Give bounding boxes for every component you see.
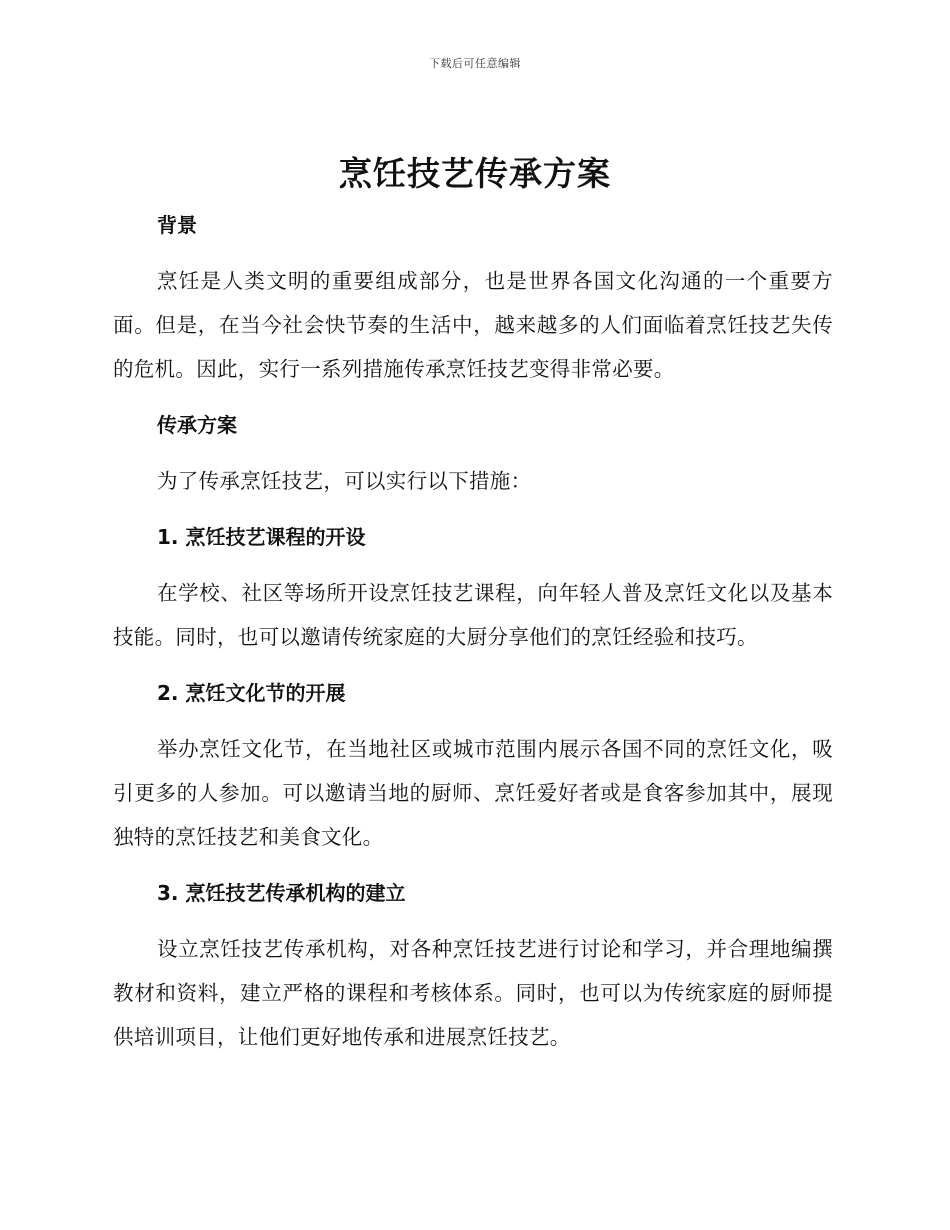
section-heading-item2: 2. 烹饪文化节的开展 [157,681,346,705]
document-title: 烹饪技艺传承方案 [339,154,611,193]
section-heading-background: 背景 [157,213,197,237]
paragraph-item1: 在学校、社区等场所开设烹饪技艺课程，向年轻人普及烹饪文化以及基本技能。同时，也可以邀请传统家庭的大厨分享他们的烹饪经验和技巧。 [113,581,833,649]
paragraph-item2: 举办烹饪文化节，在当地社区或城市范围内展示各国不同的烹饪文化，吸引更多的人参加。可以邀请当地的厨师、烹饪爱好者或是食客参加其中，展现独特的烹饪技艺和美食文化。 [113,737,833,849]
paragraph-plan-intro: 为了传承烹饪技艺，可以实行以下措施： [157,469,532,493]
section-heading-plan: 传承方案 [157,413,237,437]
section-heading-item3: 3. 烹饪技艺传承机构的建立 [157,881,406,905]
paragraph-background: 烹饪是人类文明的重要组成部分，也是世界各国文化沟通的一个重要方面。但是，在当今社会快节奏的生活中，越来越多的人们面临着烹饪技艺失传的危机。因此，实行一系列措施传承烹饪技艺变得非常必要。 [113,269,833,381]
document-body [113,205,833,1059]
paragraph-item3: 设立烹饪技艺传承机构，对各种烹饪技艺进行讨论和学习，并合理地编撰教材和资料，建立严格的课程和考核体系。同时，也可以为传统家庭的厨师提供培训项目，让他们更好地传承和进展烹饪技艺。 [113,937,833,1049]
page-header-note: 下载后可任意编辑 [429,57,521,70]
section-heading-item1: 1. 烹饪技艺课程的开设 [157,525,366,549]
